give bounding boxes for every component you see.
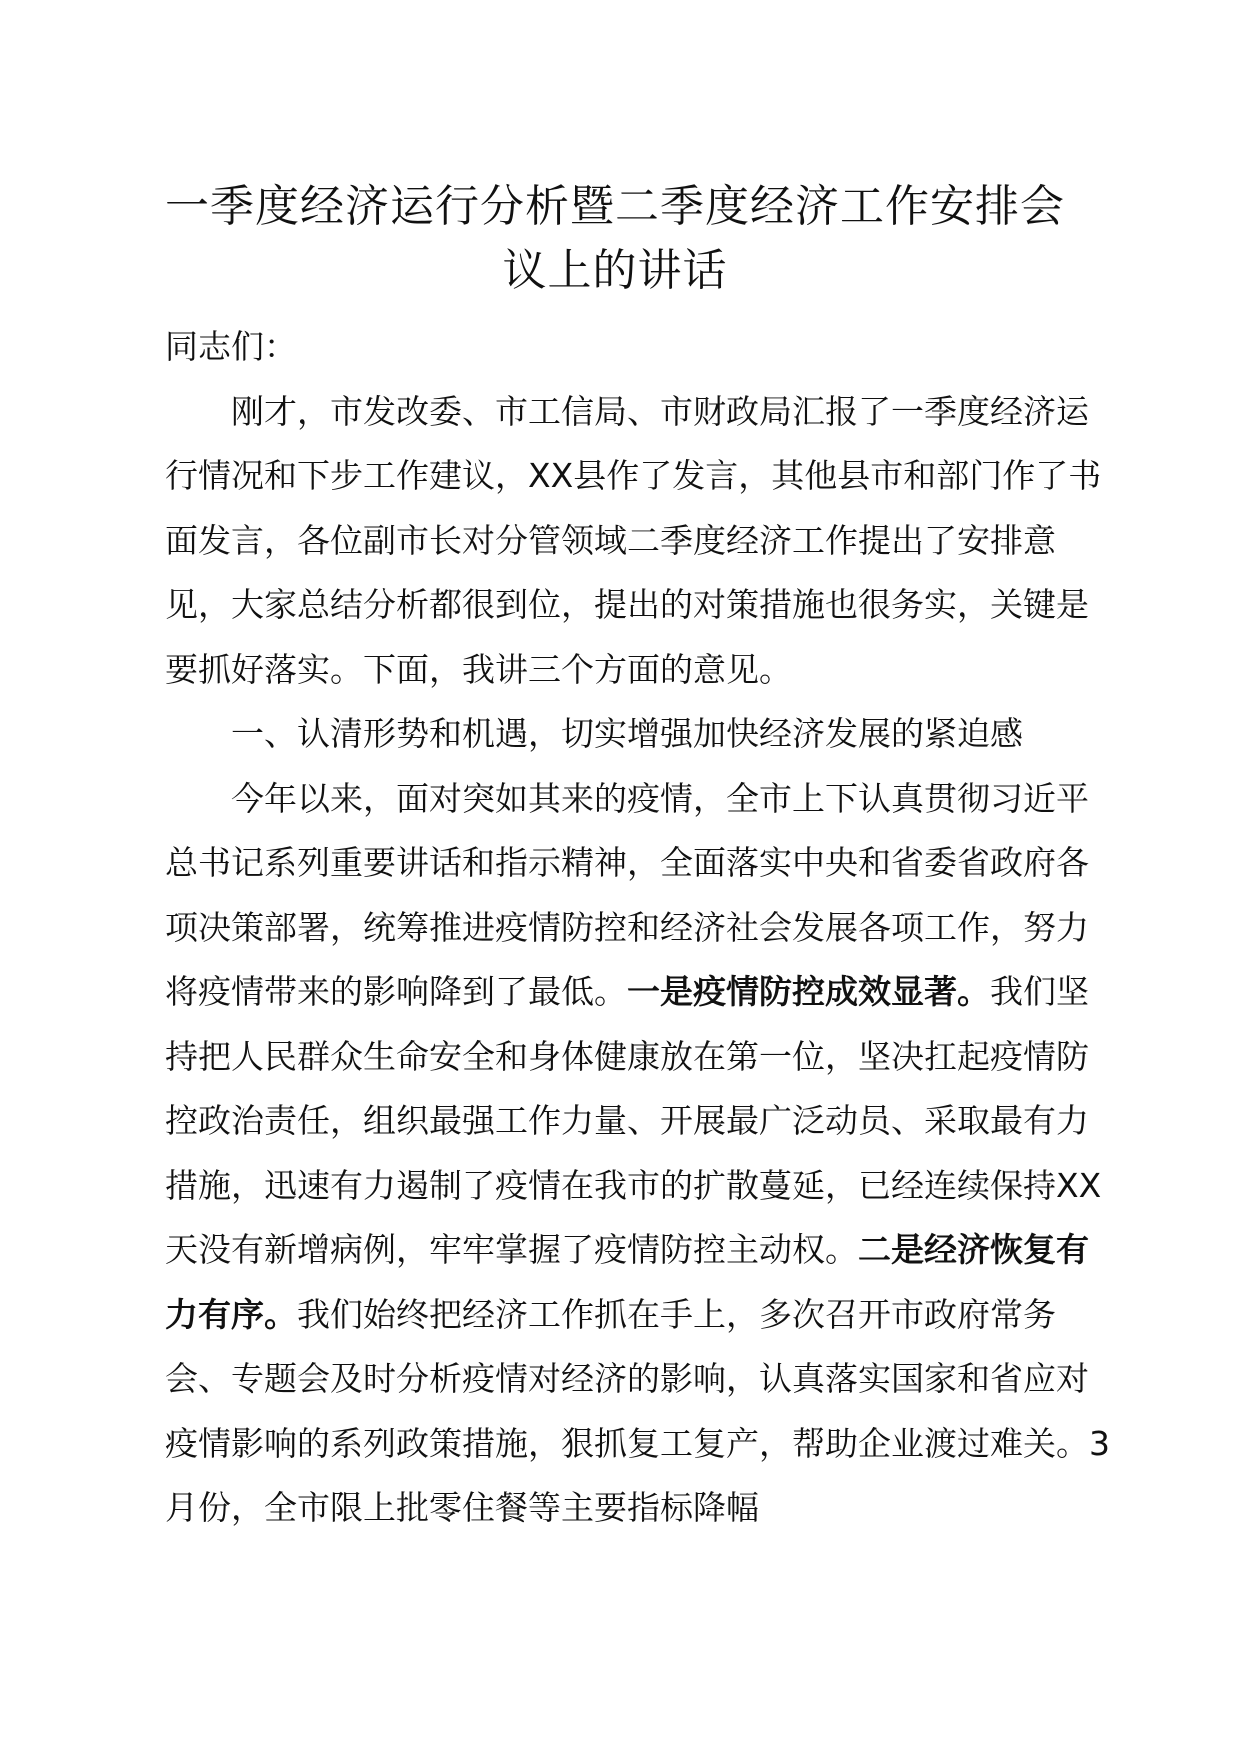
salutation: 同志们： — [165, 327, 297, 366]
point-1-title: 一是疫情防控成效显著。 — [627, 972, 990, 1011]
point-1-text: 我们坚持把人民群众生命安全和身体健康放在第一位，坚决扛起疫情防控政治责任，组织最强工作力量、开展最广泛动员、采取最有力措施，迅速有力遏制了疫情在我市的扩散蔓延，已经连续保持XX天没有新增病例，牢牢掌握了疫情防控主动权。 — [165, 972, 1102, 1269]
paragraph-situation-intro: 今年以来，面对突如其来的疫情，全市上下认真贯彻习近平总书记系列重要讲话和指示精神，全面落实中央和省委省政府各项决策部署，统筹推进疫情防控和经济社会发展各项工作，努力将疫情带来的影响降到了最低。 — [165, 778, 1089, 1011]
paragraph-situation — [165, 767, 1120, 1541]
paragraph-opening: 刚才，市发改委、市工信局、市财政局汇报了一季度经济运行情况和下步工作建议，XX县作了发言，其他县市和部门作了书面发言，各位副市长对分管领域二季度经济工作提出了安排意见，大家总结分析都很到位，提出的对策措施也很务实，关键是要抓好落实。下面，我讲三个方面的意见。 — [165, 391, 1102, 689]
document-body — [165, 315, 1120, 1541]
section-heading-1: 一、认清形势和机遇，切实增强加快经济发展的紧迫感 — [231, 714, 1023, 753]
document-title: 一季度经济运行分析暨二季度经济工作安排会议上的讲话 — [165, 181, 1065, 296]
point-2-title: 二是经济恢复有力有序。 — [165, 1230, 1089, 1334]
point-2-text: 我们始终把经济工作抓在手上，多次召开市政府常务会、专题会及时分析疫情对经济的影响，认真落实国家和省应对疫情影响的系列政策措施，狠抓复工复产，帮助企业渡过难关。3月份，全市限上批零住餐等主要指标降幅 — [165, 1294, 1110, 1527]
